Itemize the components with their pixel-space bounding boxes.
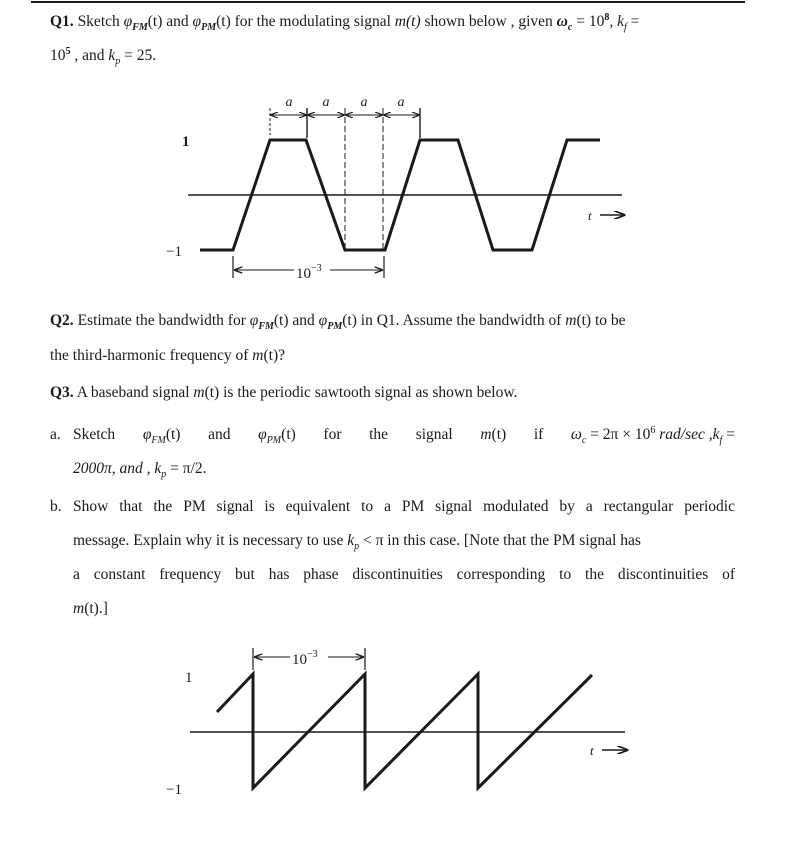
q3b-line-1: Show that the PM signal is equivalent to a PM signal modulated by a rectangular periodic	[73, 498, 735, 515]
phi-pm: $\varphi_{PM}(t)$	[192, 13, 231, 34]
q3a-marker: a.	[50, 426, 61, 443]
dim-label-a: a	[285, 95, 293, 110]
sawtooth-waveform	[217, 674, 592, 788]
t-axis-label: t	[590, 743, 594, 758]
dim-label-a: a	[322, 95, 330, 110]
q3-label: Q3.	[50, 384, 74, 401]
q3a-line-2: 2000π, and , $k_p = \pi/2$.	[73, 460, 207, 481]
period-label: $10^{-3}$	[296, 263, 322, 282]
q1-line-2: $10^5$ , and $k_p = 25$.	[50, 45, 157, 68]
q3b-marker: b.	[50, 498, 62, 515]
q3b-line-4: m(t).]	[73, 600, 108, 617]
q1-label: Q1.	[50, 13, 74, 30]
q3-line-1: Q3. A baseband signal m(t) is the periodic sawtooth signal as shown below.	[50, 384, 518, 401]
y-label-bottom: −1	[166, 782, 182, 798]
q3b-line-2: message. Explain why it is necessary to use $k_p < \pi$ in this case. [Note that the PM signal has	[73, 532, 641, 553]
y-label-bottom: −1	[166, 244, 182, 260]
q2-line-1: Q2. Estimate the bandwidth for $\varphi_{FM}(t)$ and $\varphi_{PM}(t)$ in Q1. Assume the bandwidth of m(t) to be	[50, 312, 626, 333]
dim-label-a: a	[360, 95, 368, 110]
q3b-line-3: a constant frequency but has phase discontinuities corresponding to the discontinuities of	[73, 566, 735, 583]
q2-line-2: the third-harmonic frequency of m(t)?	[50, 347, 286, 364]
t-axis-label: t	[588, 208, 592, 223]
y-label-top: 1	[185, 670, 193, 686]
q2-label: Q2.	[50, 312, 74, 329]
dim-label-a: a	[397, 95, 405, 110]
q3a-line-1: Sketch $\varphi_{FM}(t)$ and $\varphi_{PM}(t)$ for the signal m(t) if $\omega_c = 2\pi \times 10^6$ rad/sec $,k_f$ =	[73, 424, 735, 447]
y-label-top: 1	[182, 134, 190, 150]
period-label: $10^{-3}$	[292, 649, 318, 668]
q1-line-1: Q1. Sketch $\varphi_{FM}(t)$ and $\varphi_{PM}(t)$ for the modulating signal m(t) shown below , given $\omega_c = 10^8$, $k_f$ =	[50, 11, 640, 34]
phi-fm: $\varphi_{FM}(t)$	[123, 13, 163, 34]
